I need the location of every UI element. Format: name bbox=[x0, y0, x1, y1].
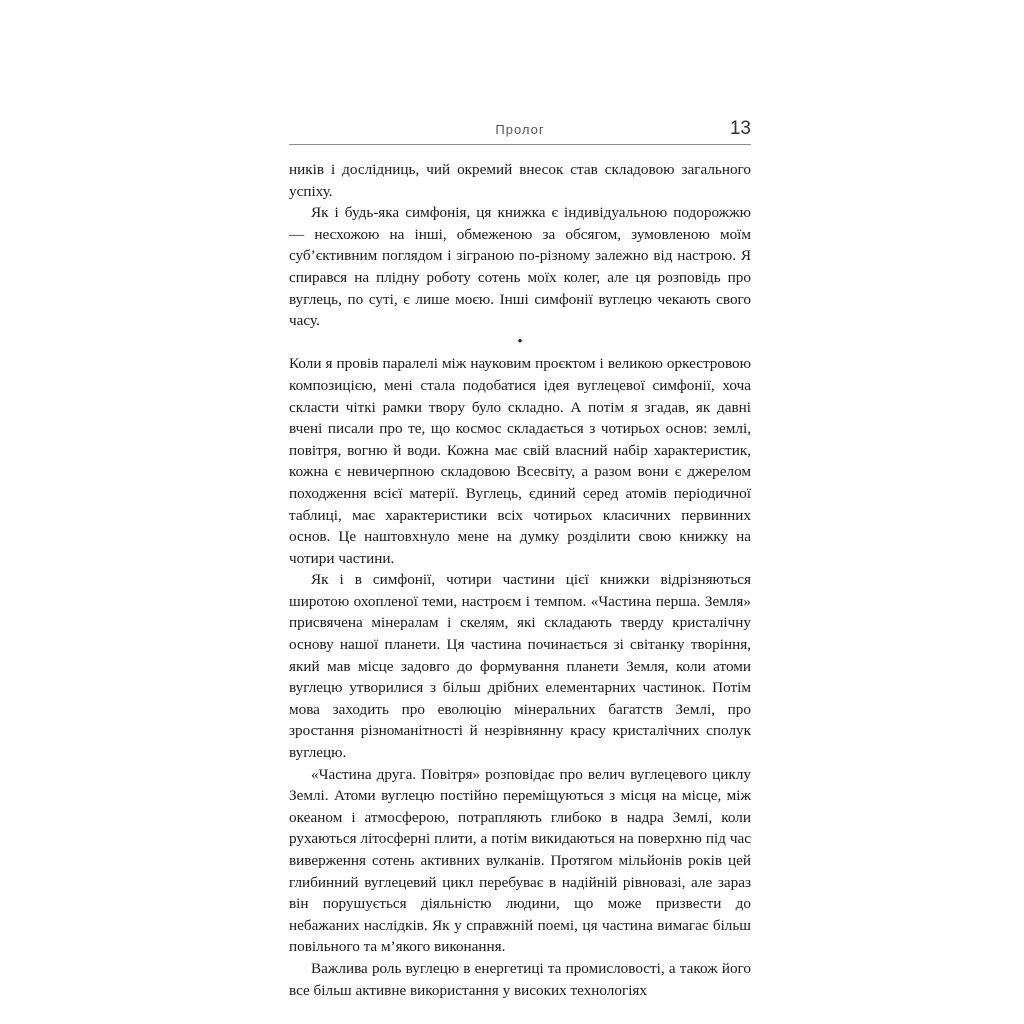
paragraph: Як і в симфонії, чотири частини цієї книжки відрізняються широтою охопленої теми, настроєм і темпом. «Частина перша. Земля» присвячена мінералам і скелям, які складають тверду кристалічну основу нашої планети. Ця частина починається зі світанку творіння, який мав місце задовго до формування планети Земля, коли атоми вуглецю утворилися з більш дрібних елементарних частинок. Потім мова заходить про еволюцію мінеральних багатств Землі, про зростання різноманітності й незрівнянну красу кристалічних сполук вуглецю. bbox=[289, 571, 751, 762]
section-separator: • bbox=[517, 333, 523, 350]
paragraph: Важлива роль вуглецю в енергетиці та промисловості, а також його все більш активне використання у високих технологіях bbox=[289, 959, 751, 999]
paragraph: «Частина друга. Повітря» розповідає про велич вуглецевого циклу Землі. Атоми вуглецю постійно переміщуються з місця на місце, між океаном і атмосферою, потрапляють глибоко в надра Землі, коли рухаються літосферні плити, а потім викидаються на поверхню під час виверження сотень активних вулканів. Протягом мільйонів років цей глибинний вуглецевий цикл перебуває в надійній рівновазі, але зараз він порушується діяльністю людини, що може призвести до небажаних наслідків. Як у справжній поемі, ця частина вимагає більш повільного та м’якого виконання. bbox=[289, 765, 751, 956]
running-head bbox=[289, 118, 751, 144]
paragraph: ників і дослідниць, чий окремий внесок став складовою загального успіху. bbox=[289, 161, 751, 200]
header-rule bbox=[289, 144, 751, 145]
page-number: 13 bbox=[729, 118, 751, 139]
chapter-title: Пролог bbox=[495, 122, 545, 137]
paragraph: Коли я провів паралелі між науковим проєктом і великою оркестровою композицією, мені стала подобатися ідея вуглецевої симфонії, хоча скласти чіткі рамки твору було складно. А потім я згадав, як давні вчені писали про те, що космос складається з чотирьох основ: землі, повітря, вогню й води. Кожна має свій власний набір характеристик, кожна є невичерпною складовою Всесвіту, а разом вони є джерелом походження всієї матерії. Вуглець, єдиний серед атомів періодичної таблиці, має характеристики всіх чотирьох класичних первинних основ. Це наштовхнуло мене на думку розділити свою книжку на чотири частини. bbox=[289, 355, 751, 567]
paragraph: Як і будь-яка симфонія, ця книжка є індивідуальною подорожжю — несхожою на інші, обмеженою за обсягом, зумовленою моїм суб’єктивним поглядом і зіграною по-різному залежно від настрою. Я спирався на плідну роботу сотень моїх колег, але ця розповідь про вуглець, по суті, є лише моєю. Інші симфонії вуглецю чекають свого часу. bbox=[289, 204, 751, 330]
book-page bbox=[289, 118, 751, 1001]
body-text bbox=[289, 159, 751, 1001]
